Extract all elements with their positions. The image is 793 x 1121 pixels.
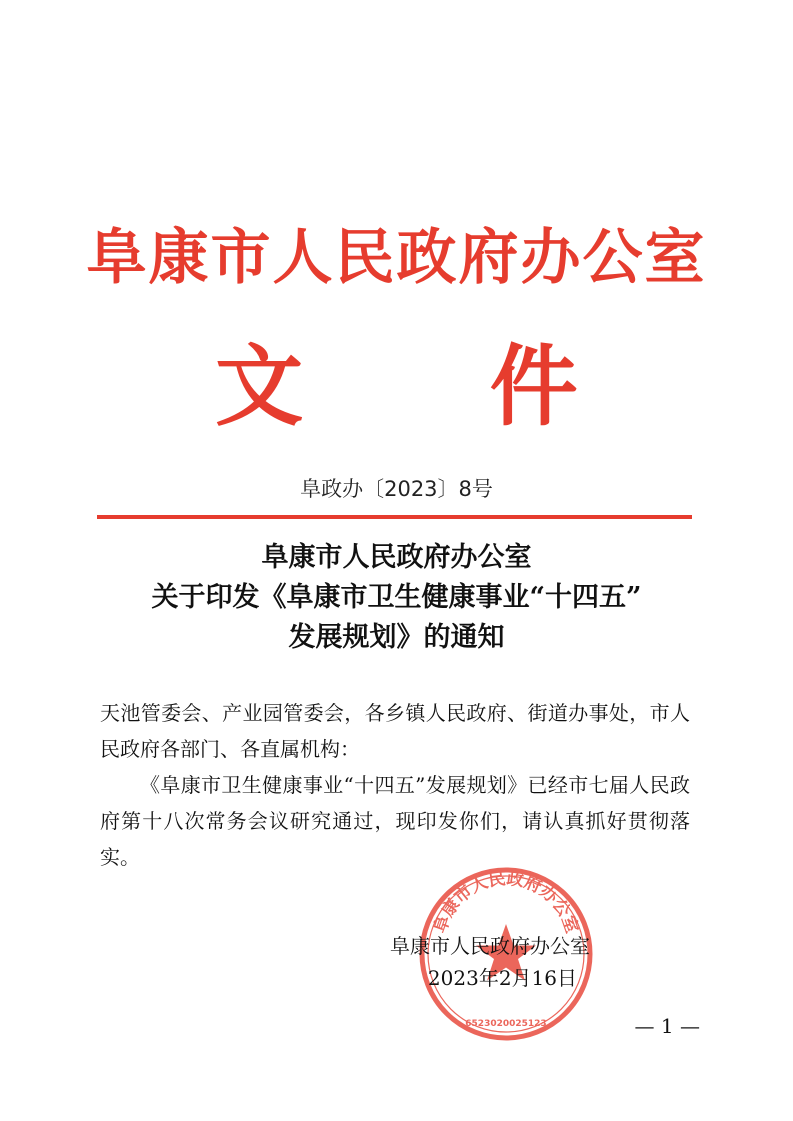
title-line-2: 关于印发《阜康市卫生健康事业“十四五”: [151, 582, 642, 613]
notice-paragraph: 《阜康市卫生健康事业“十四五”发展规划》已经市七届人民政府第十八次常务会议研究通过，现印发你们，请认真抓好贯彻落实。: [100, 773, 690, 869]
signature-date: 2023年2月16日: [427, 966, 577, 990]
recipients-paragraph: 天池管委会、产业园管委会，各乡镇人民政府、街道办事处，市人民政府各部门、各直属机构：: [100, 701, 690, 761]
document-type-heading: 文 件: [215, 334, 656, 438]
seal-text: 阜康市人民政府办公室: [430, 868, 582, 936]
title-line-1: 阜康市人民政府办公室: [261, 542, 532, 573]
red-separator-line: [97, 515, 692, 519]
page-number: — 1 —: [634, 1014, 700, 1038]
document-body: [100, 695, 690, 875]
document-title: [0, 538, 793, 658]
document-number: 阜政办〔2023〕8号: [300, 477, 493, 501]
title-line-3: 发展规划》的通知: [288, 622, 505, 653]
seal-code: 6523020025123: [465, 1019, 547, 1029]
issuer-heading: 阜康市人民政府办公室: [86, 223, 707, 293]
signature-organization: 阜康市人民政府办公室: [390, 934, 590, 958]
